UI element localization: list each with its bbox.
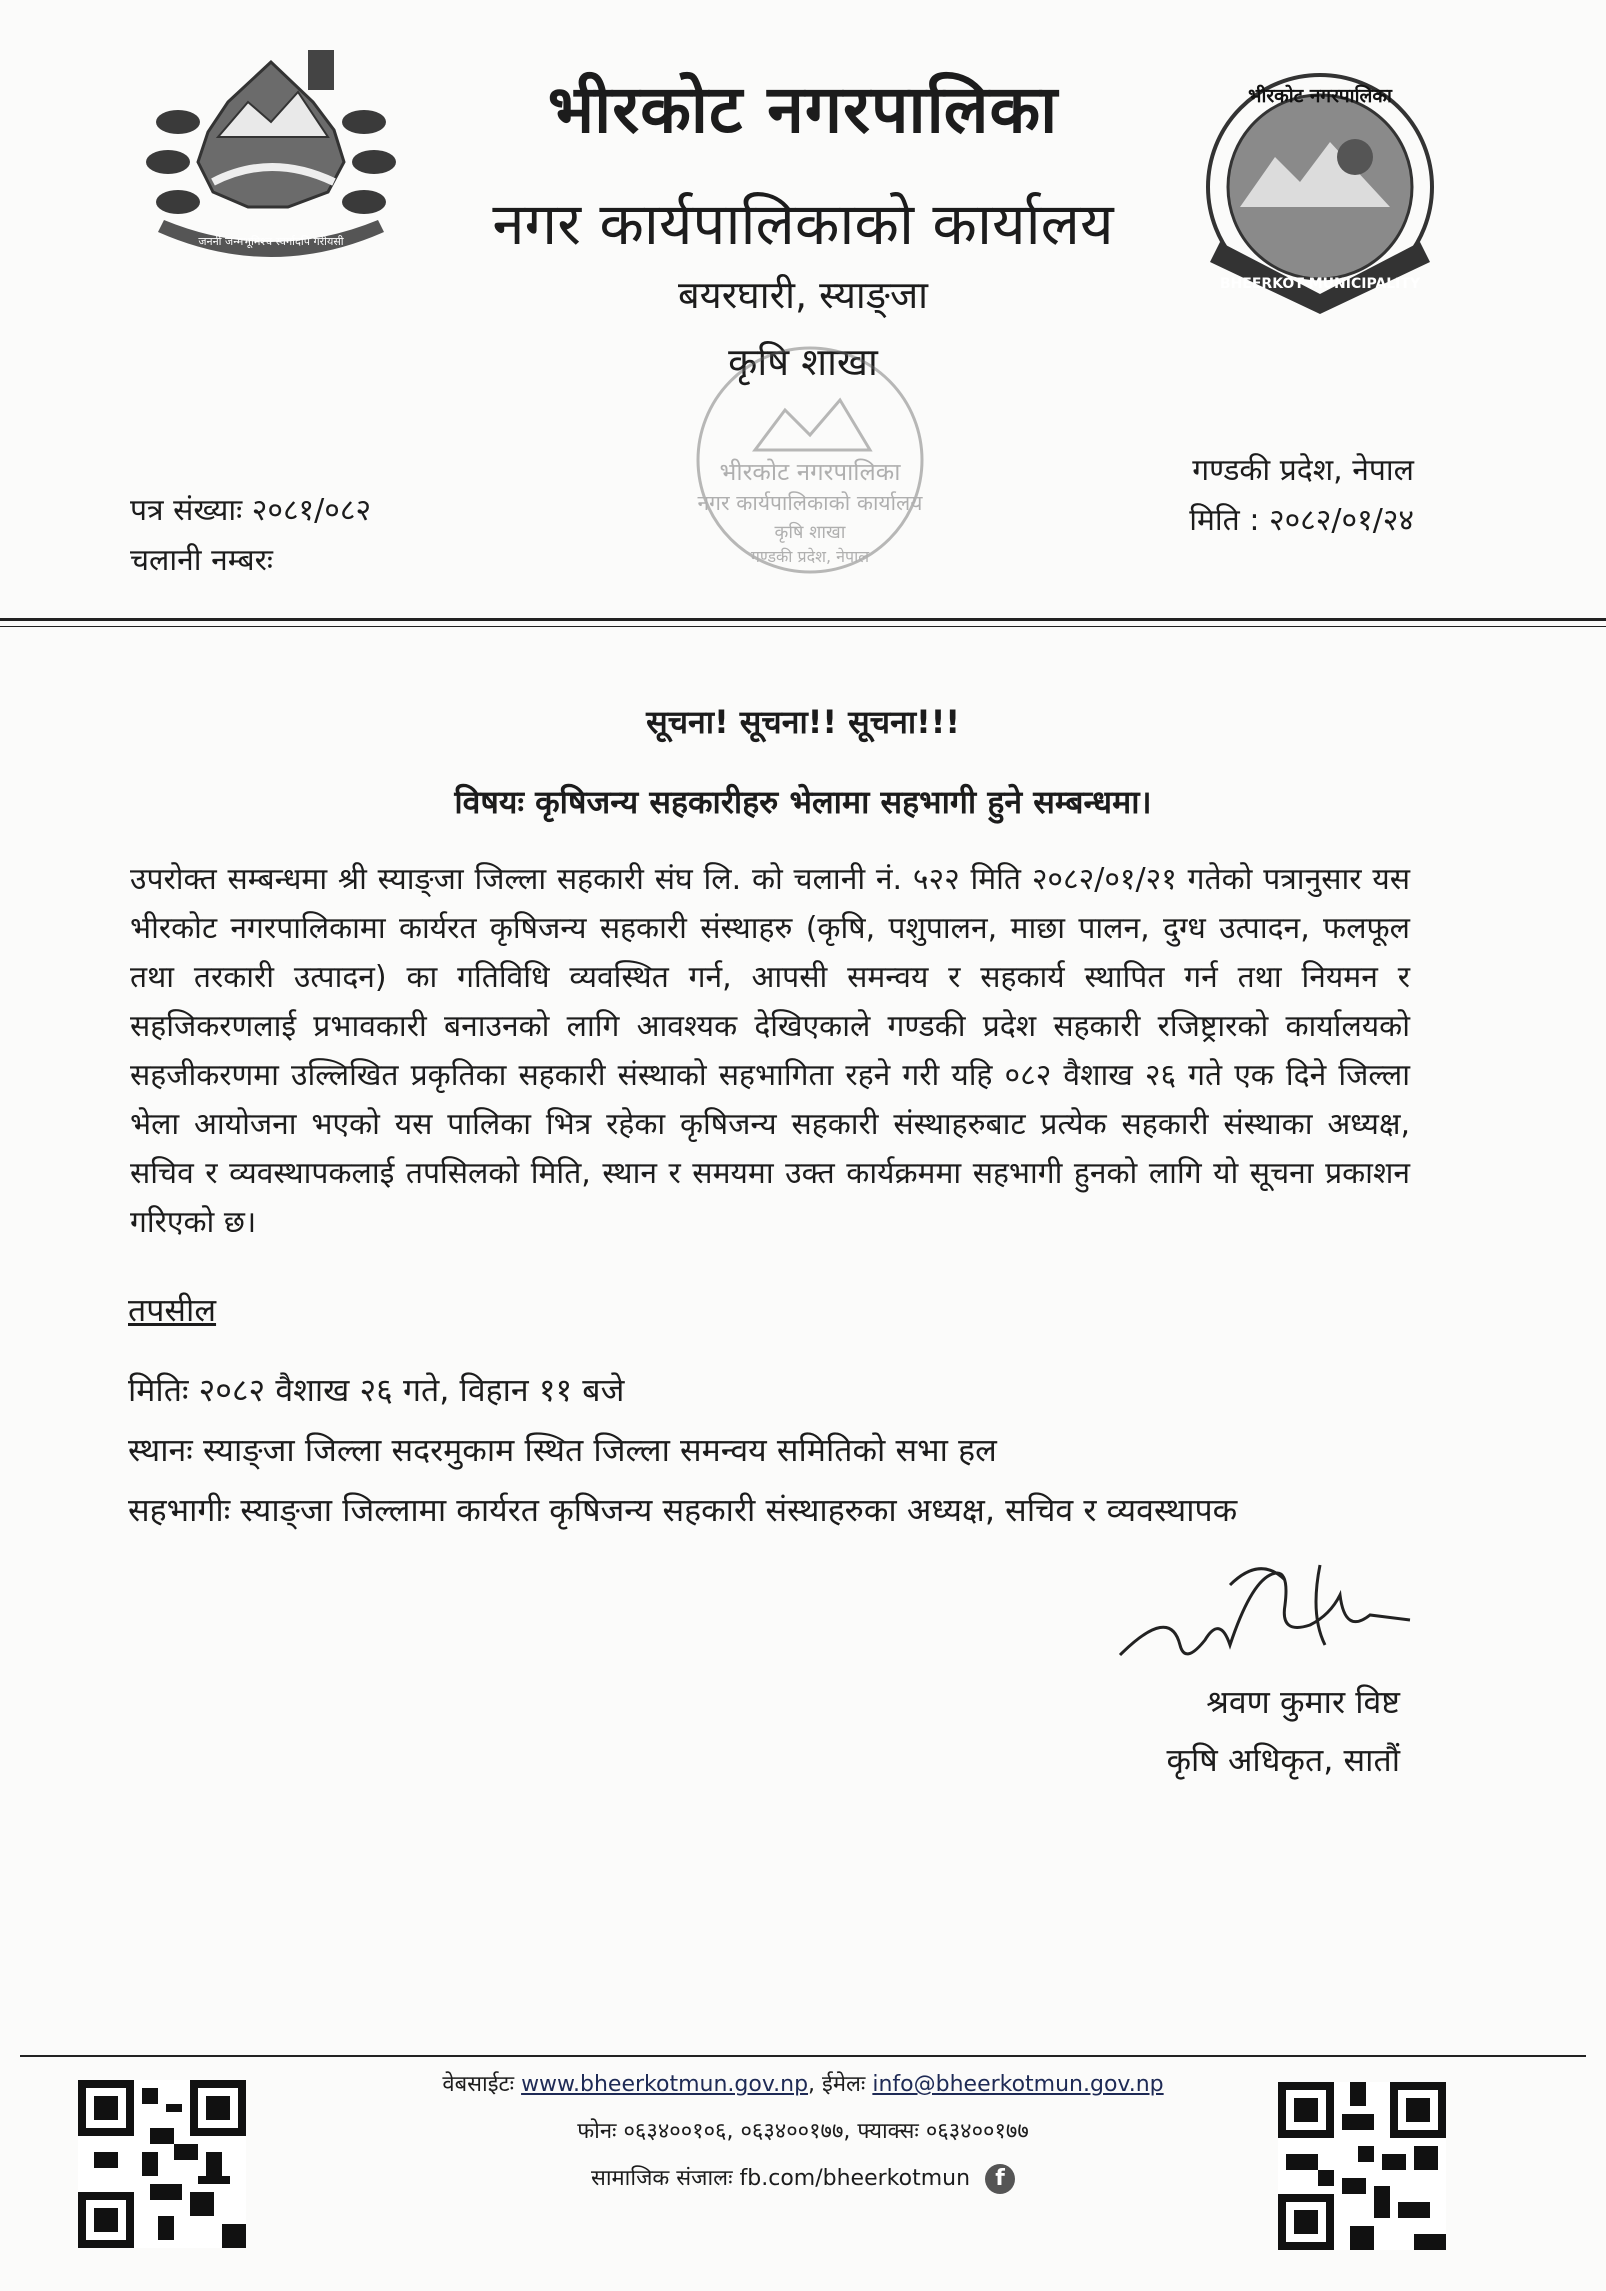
logo-subtitle: BHEERKOT MUNICIPALITY: [1219, 276, 1421, 292]
detail-participants: सहभागीः स्याङ्जा जिल्लामा कार्यरत कृषिजन्य सहकारी संस्थाहरुका अध्यक्ष, सचिव र व्यवस्थापक: [128, 1491, 1238, 1529]
letter-location-date: [1189, 446, 1414, 546]
date-row: [1189, 496, 1414, 546]
notice-subject: विषयः कृषिजन्य सहकारीहरु भेलामा सहभागी हुने सम्बन्धमा।: [454, 783, 1152, 821]
website-label: वेबसाईटः: [442, 2072, 515, 2097]
detail-venue: स्थानः स्याङ्जा जिल्ला सदरमुकाम स्थित जिल्ला समन्वय समितिको सभा हल: [128, 1431, 997, 1469]
social-label: सामाजिक संजालः: [590, 2166, 733, 2191]
logo-title: भीरकोट नगरपालिका: [1248, 85, 1392, 107]
footer-contact-web: वेबसाईटः www.bheerkotmun.gov.np, ईमेलः info@bheerkotmun.gov.np: [442, 2072, 1164, 2097]
date-label: मिति :: [1189, 503, 1260, 538]
office-stamp: [660, 340, 960, 600]
email-link[interactable]: info@bheerkotmun.gov.np: [872, 2072, 1164, 2097]
letter-number: २०८१/०८२: [251, 493, 372, 528]
municipality-name: भीरकोट नगरपालिका: [547, 71, 1059, 148]
footer-divider: [20, 2055, 1586, 2057]
signature: [1110, 1545, 1430, 1685]
signatory-designation: कृषि अधिकृत, सातौं: [1166, 1741, 1400, 1779]
province: गण्डकी प्रदेश, नेपाल: [1192, 453, 1414, 488]
letter-number-label: पत्र संख्याः: [130, 493, 243, 528]
letter-meta: [130, 486, 371, 586]
social-link[interactable]: fb.com/bheerkotmun: [739, 2166, 971, 2191]
website-link[interactable]: www.bheerkotmun.gov.np: [521, 2072, 809, 2097]
emblem-motto: जननी जन्मभूमिश्च स्वर्गादपि गरीयसी: [198, 235, 344, 248]
notice-title: सूचना! सूचना!! सूचना!!!: [646, 703, 960, 741]
letter-number-row: [130, 486, 371, 536]
section-name: कृषि शाखा: [728, 340, 878, 384]
notice-body: उपरोक्त सम्बन्धमा श्री स्याङ्जा जिल्ला सहकारी संघ लि. को चलानी नं. ५२२ मिति २०८२/०१/२१ गतेको पत्रानुसार यस भीरकोट नगरपालिकामा कार्यरत कृषिजन्य सहकारी संस्थाहरु (कृषि, पशुपालन, माछा पालन, दुग्ध उत्पादन, फलफूल तथा तरकारी उत्पादन) का गतिविधि व्यवस्थित गर्न, आपसी समन्वय र सहकार्य स्थापित गर्न तथा नियमन र सहजिकरणलाई प्रभावकारी बनाउनको लागि आवश्यक देखिएकाले गण्डकी प्रदेश सहकारी रजिष्ट्रारको कार्यालयको सहजीकरणमा उल्लिखित प्रकृतिका सहकारी संस्थाको सहभागिता रहने गरी यहि ०८२ वैशाख २६ गते एक दिने जिल्ला भेला आयोजना भएको यस पालिका भित्र रहेका कृषिजन्य सहकारी संस्थाहरुबाट प्रत्येक सहकारी संस्थाका अध्यक्ष, सचिव र व्यवस्थापकलाई तपसिलको मिति, स्थान र समयमा उक्त कार्यक्रममा सहभागी हुनको लागि यो सूचना प्रकाशन गरिएको छ।: [130, 862, 1410, 1240]
stamp-line-3: कृषि शाखा: [774, 522, 846, 543]
stamp-line-1: भीरकोट नगरपालिका: [719, 458, 901, 486]
letter-date: २०८२/०१/२४: [1268, 503, 1414, 538]
email-label: ईमेलः: [822, 2072, 866, 2097]
header-divider: [0, 618, 1606, 621]
office-address: बयरघारी, स्याङ्जा: [677, 273, 929, 317]
details-heading: तपसील: [128, 1291, 217, 1329]
footer-social: [30, 2162, 1576, 2194]
detail-date: मितिः २०८२ वैशाख २६ गते, विहान ११ बजे: [128, 1371, 625, 1409]
facebook-icon[interactable]: f: [985, 2164, 1015, 2194]
header-divider-2: [0, 626, 1606, 627]
stamp-line-2: नगर कार्यपालिकाको कार्यालय: [697, 491, 923, 515]
dispatch-number-label: चलानी नम्बरः: [130, 543, 273, 578]
office-name: नगर कार्यपालिकाको कार्यालय: [492, 190, 1114, 258]
stamp-line-4: गण्डकी प्रदेश, नेपाल: [750, 547, 870, 566]
footer-phone: फोनः ०६३४००१०६, ०६३४००१७७, फ्याक्सः ०६३४००१७७: [577, 2119, 1029, 2144]
signatory-name: श्रवण कुमार विष्ट: [1206, 1683, 1400, 1721]
